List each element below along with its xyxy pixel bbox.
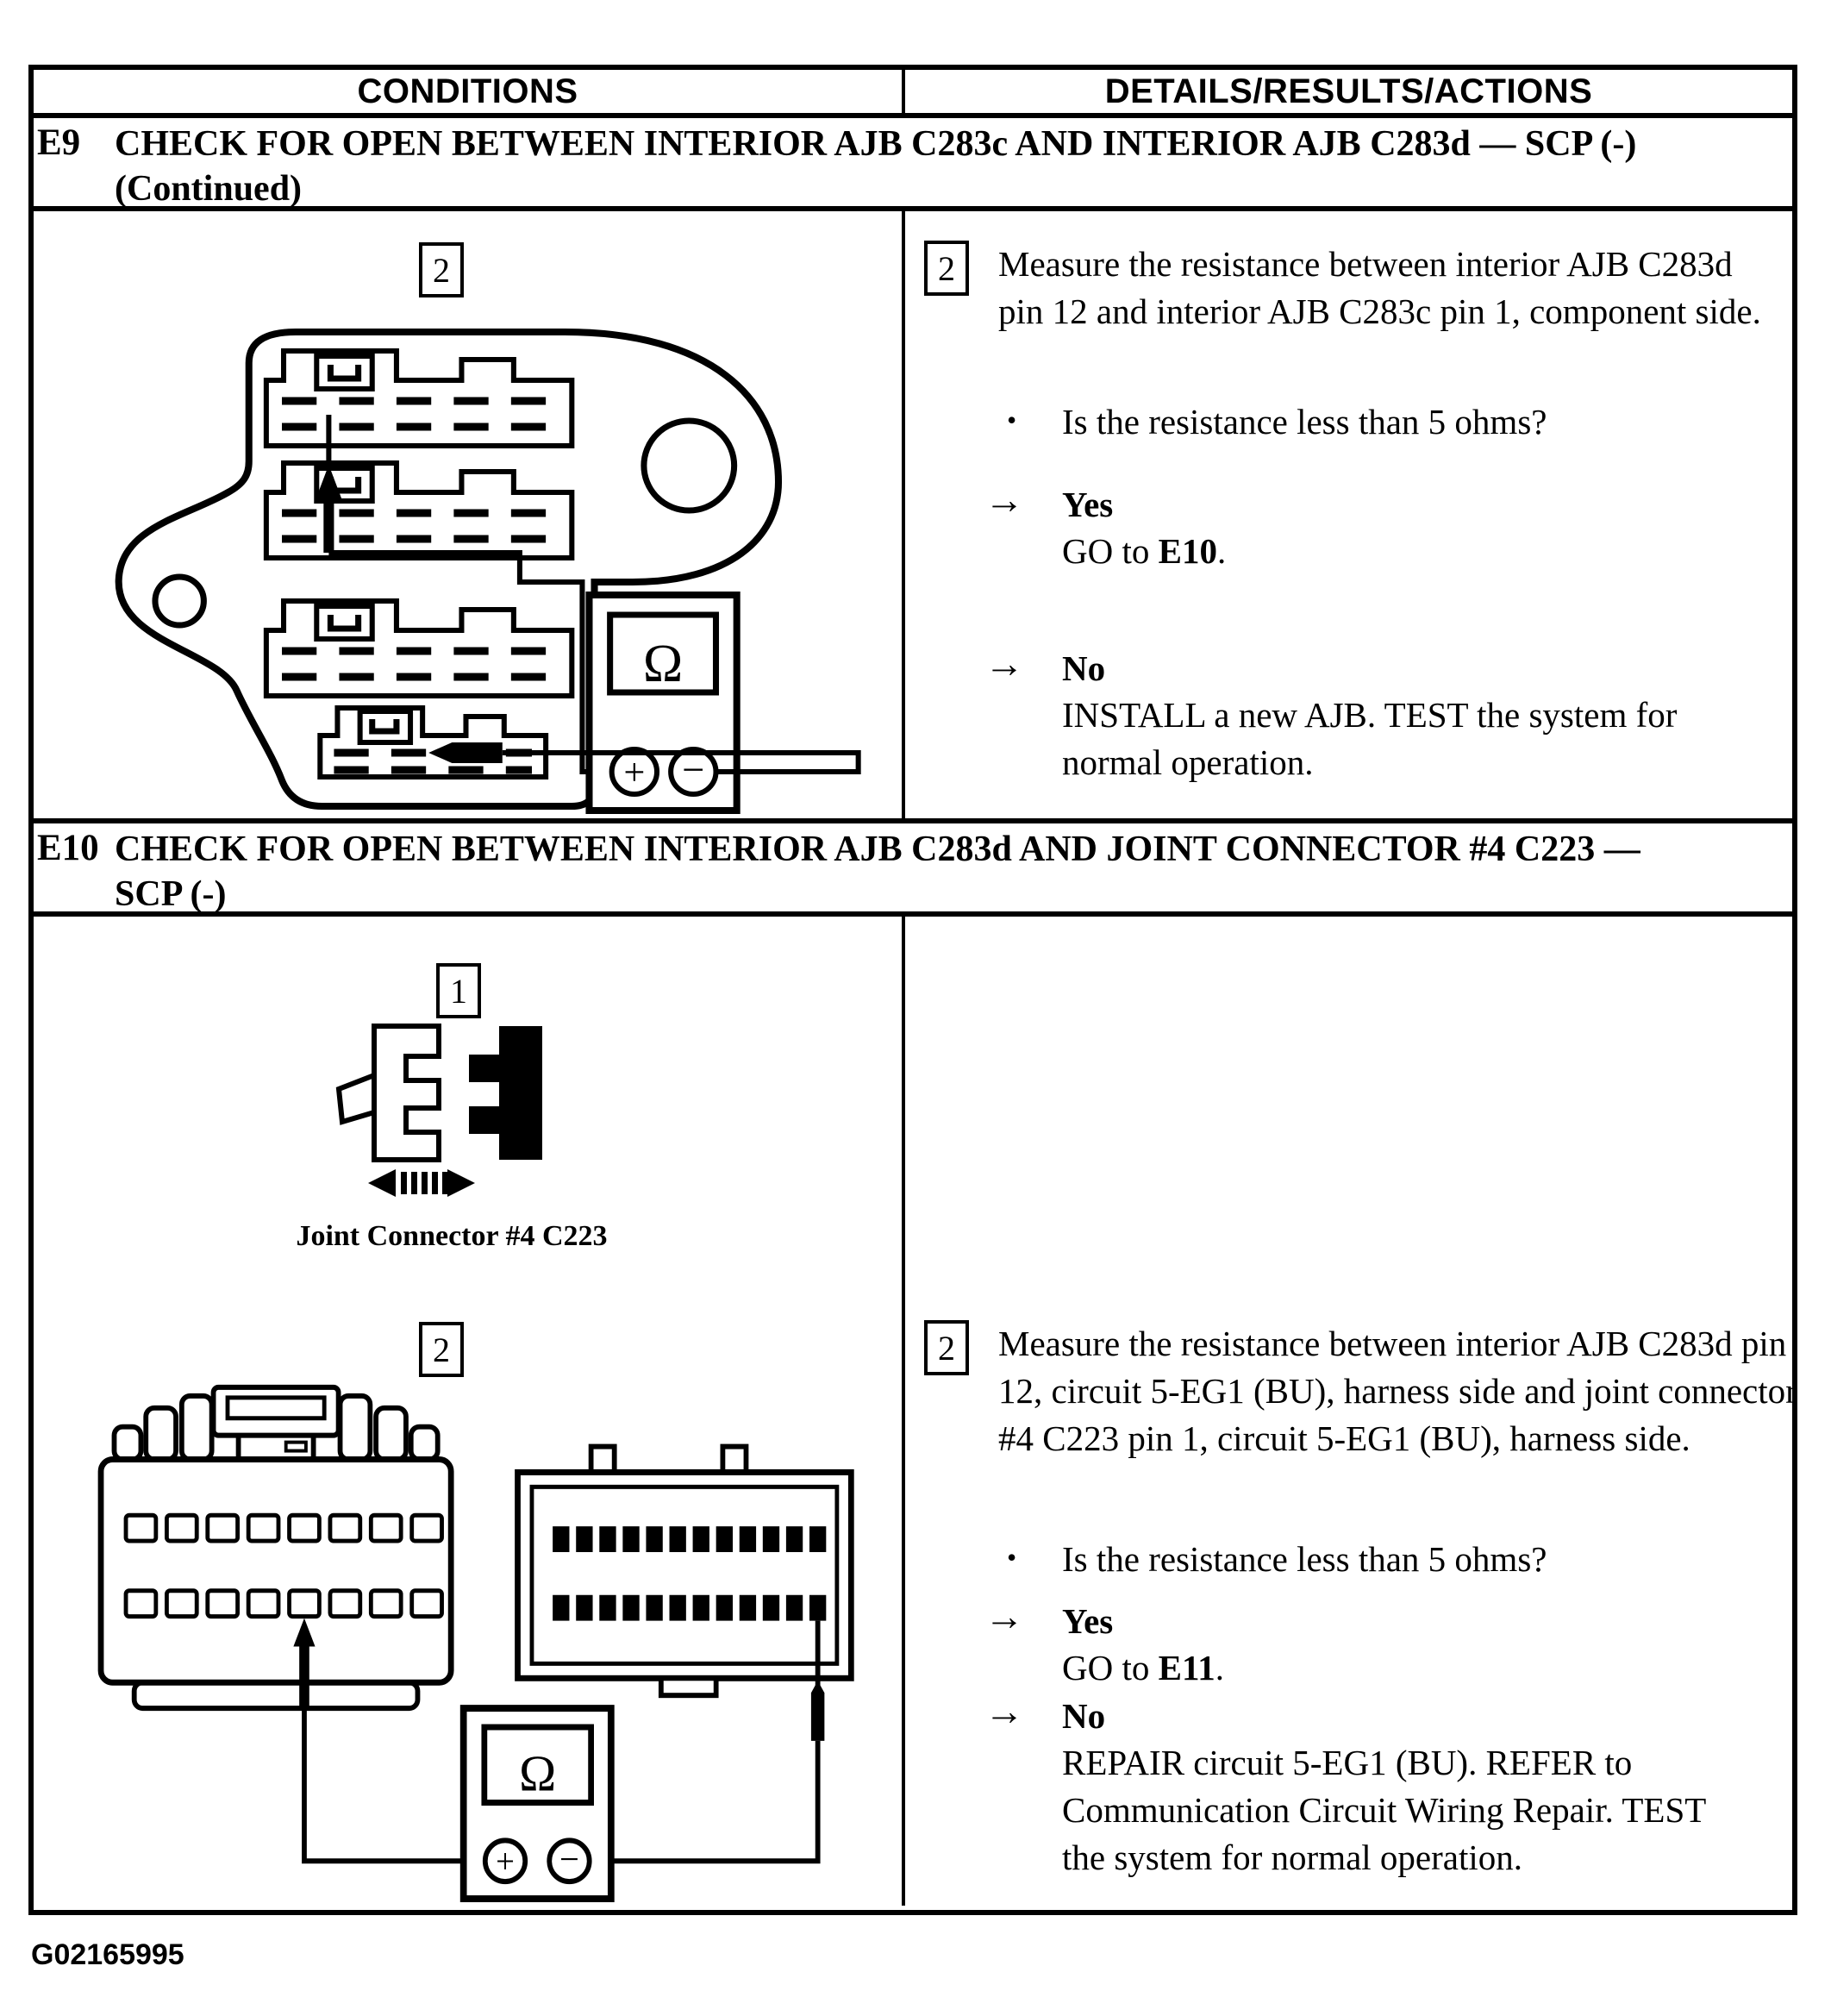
connector-half-male — [469, 1026, 542, 1160]
fuse-icon — [316, 606, 372, 639]
figure-id: G02165995 — [31, 1938, 184, 1971]
e10-content-row — [34, 917, 1797, 1906]
arrow-icon: → — [984, 1594, 1024, 1638]
arrow-icon: → — [984, 1689, 1024, 1733]
e10-title-line1: CHECK FOR OPEN BETWEEN INTERIOR AJB C283d AND JOINT CONNECTOR #4 C223 — — [115, 830, 1640, 869]
e9-no-label: No — [1062, 648, 1106, 688]
e9-title — [115, 122, 1636, 211]
e10-no-action: REPAIR circuit 5-EG1 (BU). REFER to Communication Circuit Wiring Repair. TEST the system for normal operation. — [1062, 1743, 1706, 1877]
e9-ajb-multimeter-diagram — [34, 211, 902, 818]
e10-step-badge: 2 — [924, 1320, 969, 1375]
e10-no-label: No — [1062, 1696, 1106, 1736]
ohm-symbol: Ω — [642, 635, 684, 693]
e9-yes-action — [1062, 528, 1226, 575]
ohm-symbol: Ω — [519, 1744, 557, 1802]
e9-step-badge: 2 — [924, 241, 969, 296]
conditions-header: CONDITIONS — [357, 72, 578, 110]
joint-connector-disconnect-icon — [327, 1022, 585, 1199]
disconnect-arrows-icon — [368, 1169, 475, 1197]
e9-instruction: Measure the resistance between interior AJB C283d pin 12 and interior AJB C283c pin 1, component side. — [998, 244, 1761, 331]
e10-yes-action-target: E11 — [1158, 1648, 1215, 1687]
connector-skirt — [134, 1682, 418, 1708]
e9-title-row — [34, 118, 1792, 211]
e9-no-action: INSTALL a new AJB. TEST the system for normal operation. — [1062, 695, 1678, 782]
connector-body — [101, 1460, 451, 1683]
joint-connector-caption: Joint Connector #4 C223 — [296, 1220, 608, 1252]
plus-symbol: + — [623, 751, 646, 793]
e10-conditions-cell — [34, 917, 902, 1906]
e10-step2-badge: 2 — [419, 1322, 464, 1377]
e9-yes-action-prefix: GO to — [1062, 531, 1159, 571]
e9-details-cell — [902, 211, 1792, 818]
multimeter — [464, 1708, 611, 1899]
e9-yes-action-suffix: . — [1216, 531, 1227, 571]
e9-step-id: E9 — [37, 122, 81, 163]
plus-symbol: + — [496, 1843, 515, 1881]
e9-yes-label: Yes — [1062, 485, 1114, 524]
e9-diagram-step-badge: 2 — [419, 242, 464, 297]
e10-question: Is the resistance less than 5 ohms? — [1062, 1539, 1547, 1579]
harness-connector-right — [518, 1447, 852, 1696]
multimeter — [589, 595, 736, 811]
e9-title-line2: (Continued) — [115, 169, 303, 209]
fuse-icon — [316, 356, 372, 389]
e9-title-line1: CHECK FOR OPEN BETWEEN INTERIOR AJB C283c AND INTERIOR AJB C283d — SCP (-) — [115, 124, 1637, 164]
e10-title-row — [34, 823, 1792, 917]
bullet-icon: • — [1007, 404, 1017, 435]
mounting-hole-right — [644, 421, 734, 510]
e10-yes-action-suffix: . — [1215, 1648, 1224, 1687]
e10-yes-action — [1062, 1644, 1224, 1692]
e10-step-id: E10 — [37, 828, 99, 868]
e10-title-line2: SCP (-) — [115, 874, 227, 914]
e9-content-row — [34, 211, 1792, 823]
fuse-icon — [360, 711, 410, 742]
details-header: DETAILS/RESULTS/ACTIONS — [902, 70, 1792, 113]
bullet-icon: • — [1007, 1542, 1017, 1573]
connector-lock-tab — [339, 1075, 374, 1122]
e10-title — [115, 827, 1640, 917]
mounting-hole-left — [155, 577, 203, 625]
arrow-icon: → — [984, 478, 1024, 522]
e9-question: Is the resistance less than 5 ohms? — [1062, 402, 1547, 441]
connector-half-female — [374, 1026, 439, 1160]
arrow-icon: → — [984, 642, 1024, 686]
minus-symbol: − — [559, 1838, 579, 1880]
e10-instruction: Measure the resistance between interior AJB C283d pin 12, circuit 5-EG1 (BU), harness side and joint connector #4 C223 pin 1, circuit 5-EG1 (BU), harness side. — [998, 1324, 1797, 1458]
harness-connector-left — [101, 1387, 451, 1708]
probe-tip-icon — [811, 1681, 824, 1741]
e9-conditions-cell — [34, 211, 902, 818]
e10-yes-action-prefix: GO to — [1062, 1648, 1159, 1687]
e10-details-cell — [902, 917, 1797, 1906]
e10-step1-badge: 1 — [436, 963, 481, 1018]
e10-harness-multimeter-diagram — [51, 1374, 884, 1906]
table-header-row — [34, 70, 1792, 118]
pinpoint-test-table — [28, 65, 1797, 1915]
e10-yes-label: Yes — [1062, 1601, 1114, 1641]
minus-symbol: − — [682, 748, 705, 792]
e9-yes-action-target: E10 — [1158, 531, 1217, 571]
